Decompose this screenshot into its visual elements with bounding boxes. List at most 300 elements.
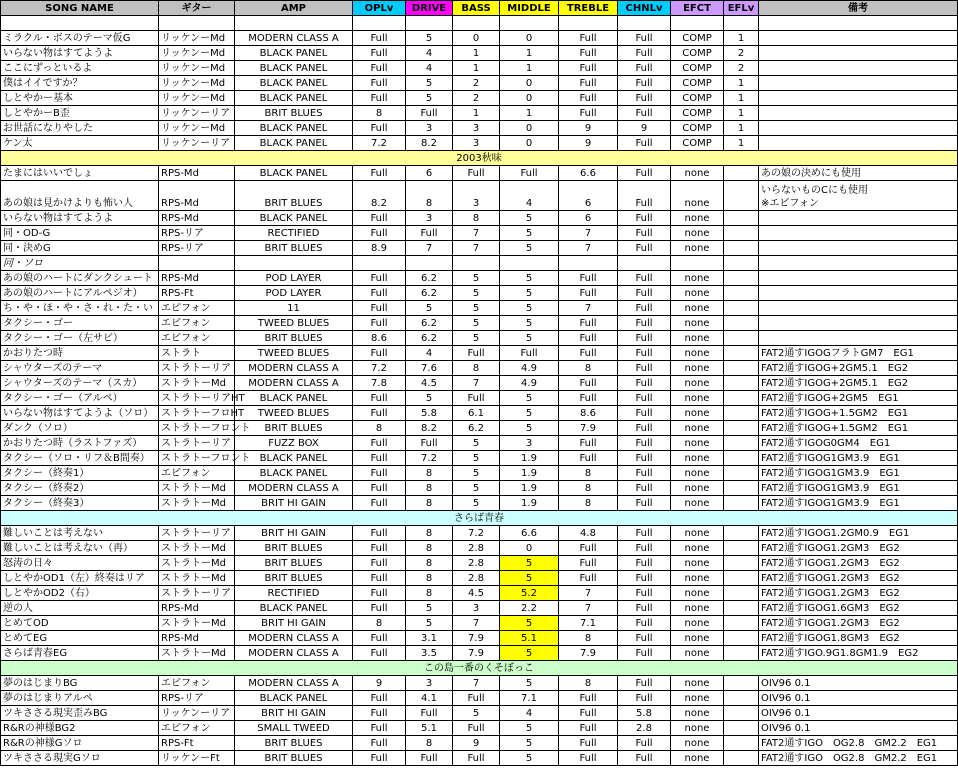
table-cell[interactable]: Full xyxy=(353,436,406,451)
table-cell[interactable] xyxy=(724,706,759,721)
table-cell[interactable]: 5.8 xyxy=(618,706,671,721)
table-cell[interactable]: BRIT BLUES xyxy=(235,181,353,211)
table-cell[interactable]: 0 xyxy=(500,31,559,46)
table-cell[interactable]: Full xyxy=(353,451,406,466)
table-cell[interactable]: 1.9 xyxy=(500,496,559,511)
table-cell[interactable]: タクシー（終奏3） xyxy=(1,496,159,511)
table-cell[interactable]: ストラトーフロント xyxy=(159,451,235,466)
table-cell[interactable]: タクシー（終奏1） xyxy=(1,466,159,481)
table-cell[interactable]: none xyxy=(671,406,724,421)
table-cell[interactable]: Full xyxy=(453,751,500,766)
table-cell[interactable]: Full xyxy=(353,226,406,241)
table-cell[interactable]: Full xyxy=(559,691,618,706)
table-cell[interactable]: リッケンーMd xyxy=(159,46,235,61)
table-cell[interactable]: Full xyxy=(559,316,618,331)
table-cell[interactable] xyxy=(724,286,759,301)
table-cell[interactable]: Full xyxy=(453,391,500,406)
table-cell[interactable]: BLACK PANEL xyxy=(235,91,353,106)
table-cell[interactable]: RPS-Md xyxy=(159,211,235,226)
table-cell[interactable]: エピフォン xyxy=(159,316,235,331)
table-cell[interactable]: RPS-リア xyxy=(159,226,235,241)
table-cell[interactable]: Full xyxy=(618,31,671,46)
table-cell[interactable]: 3.1 xyxy=(406,631,453,646)
table-cell[interactable]: BRIT BLUES xyxy=(235,331,353,346)
table-cell[interactable]: あの娘のハートにアルペジオ） xyxy=(1,286,159,301)
table-cell[interactable]: Full xyxy=(353,76,406,91)
table-cell[interactable]: Full xyxy=(406,106,453,121)
table-cell[interactable]: COMP xyxy=(671,106,724,121)
table-cell[interactable]: ち・や・ほ・や・さ・れ・た・い xyxy=(1,301,159,316)
table-cell[interactable]: 5 xyxy=(500,211,559,226)
table-cell[interactable]: 5.1 xyxy=(406,721,453,736)
table-cell[interactable]: ストラト xyxy=(159,346,235,361)
table-cell[interactable] xyxy=(724,676,759,691)
table-cell[interactable]: 4.9 xyxy=(500,376,559,391)
table-cell[interactable]: BRIT BLUES xyxy=(235,751,353,766)
table-cell[interactable]: Full xyxy=(559,721,618,736)
table-cell[interactable]: Full xyxy=(618,376,671,391)
table-cell[interactable]: none xyxy=(671,526,724,541)
table-cell[interactable]: 5 xyxy=(500,226,559,241)
table-cell[interactable]: 7.2 xyxy=(406,451,453,466)
table-cell[interactable]: SMALL TWEED xyxy=(235,721,353,736)
table-cell[interactable]: 5 xyxy=(500,301,559,316)
table-cell[interactable] xyxy=(724,586,759,601)
table-cell[interactable]: FAT2通すIGOG+2GM5.1 EG2 xyxy=(759,361,958,376)
table-cell[interactable]: none xyxy=(671,181,724,211)
table-cell[interactable]: 1 xyxy=(500,61,559,76)
table-cell[interactable]: Full xyxy=(559,346,618,361)
table-cell[interactable]: 6.2 xyxy=(406,331,453,346)
table-cell[interactable]: Full xyxy=(618,391,671,406)
table-cell[interactable]: POD LAYER xyxy=(235,286,353,301)
table-cell[interactable]: Full xyxy=(559,331,618,346)
table-cell[interactable]: Full xyxy=(559,556,618,571)
table-cell[interactable]: Full xyxy=(618,676,671,691)
table-cell[interactable]: Full xyxy=(618,586,671,601)
column-header[interactable]: 備考 xyxy=(759,1,958,16)
table-cell[interactable]: 5 xyxy=(453,331,500,346)
table-cell[interactable]: ストラトーMd xyxy=(159,556,235,571)
table-cell[interactable]: Full xyxy=(406,436,453,451)
table-cell[interactable]: Full xyxy=(618,361,671,376)
table-cell[interactable]: 1 xyxy=(724,136,759,151)
table-cell[interactable]: 5.2 xyxy=(500,586,559,601)
table-cell[interactable]: MODERN CLASS A xyxy=(235,31,353,46)
table-cell[interactable] xyxy=(759,91,958,106)
table-cell[interactable]: FAT2通すIGOG+2GM5 EG1 xyxy=(759,391,958,406)
table-cell[interactable]: 5 xyxy=(500,571,559,586)
table-cell[interactable]: none xyxy=(671,271,724,286)
table-cell[interactable]: 6.2 xyxy=(453,421,500,436)
table-cell[interactable] xyxy=(1,16,159,31)
table-cell[interactable]: Full xyxy=(353,541,406,556)
table-cell[interactable]: 怒涛の日々 xyxy=(1,556,159,571)
table-cell[interactable]: none xyxy=(671,451,724,466)
table-cell[interactable] xyxy=(724,346,759,361)
table-cell[interactable] xyxy=(559,16,618,31)
table-cell[interactable]: TWEED BLUES xyxy=(235,406,353,421)
table-cell[interactable]: ストラトーリア xyxy=(159,526,235,541)
table-cell[interactable] xyxy=(406,16,453,31)
table-cell[interactable]: Full xyxy=(618,286,671,301)
table-cell[interactable]: MODERN CLASS A xyxy=(235,361,353,376)
table-cell[interactable] xyxy=(235,256,353,271)
table-cell[interactable]: none xyxy=(671,736,724,751)
table-cell[interactable] xyxy=(724,256,759,271)
table-cell[interactable]: 5 xyxy=(500,751,559,766)
table-cell[interactable]: 8 xyxy=(406,181,453,211)
table-cell[interactable]: BLACK PANEL xyxy=(235,451,353,466)
table-cell[interactable]: 6.2 xyxy=(406,316,453,331)
section-label[interactable]: さらば青春 xyxy=(1,511,958,526)
table-cell[interactable]: 5 xyxy=(500,616,559,631)
table-cell[interactable]: Full xyxy=(559,61,618,76)
table-cell[interactable]: RECTIFIED xyxy=(235,586,353,601)
table-cell[interactable]: 7.9 xyxy=(559,646,618,661)
table-cell[interactable]: 4.5 xyxy=(406,376,453,391)
table-cell[interactable]: none xyxy=(671,541,724,556)
table-cell[interactable]: Full xyxy=(559,106,618,121)
table-cell[interactable]: 4 xyxy=(406,346,453,361)
table-cell[interactable]: リッケンーMd xyxy=(159,91,235,106)
table-cell[interactable]: Full xyxy=(353,31,406,46)
table-cell[interactable]: BRIT HI GAIN xyxy=(235,616,353,631)
table-cell[interactable]: 7 xyxy=(559,226,618,241)
table-cell[interactable]: RPS-Md xyxy=(159,271,235,286)
table-cell[interactable]: Full xyxy=(353,406,406,421)
table-cell[interactable] xyxy=(759,271,958,286)
table-cell[interactable]: 1.9 xyxy=(500,481,559,496)
table-cell[interactable]: Full xyxy=(618,301,671,316)
table-cell[interactable]: Full xyxy=(353,91,406,106)
column-header[interactable]: SONG NAME xyxy=(1,1,159,16)
table-cell[interactable]: Full xyxy=(353,706,406,721)
table-cell[interactable]: OIV96 0.1 xyxy=(759,721,958,736)
table-cell[interactable]: Full xyxy=(618,226,671,241)
table-cell[interactable]: Full xyxy=(453,721,500,736)
table-cell[interactable]: 2 xyxy=(453,76,500,91)
table-cell[interactable] xyxy=(724,421,759,436)
table-cell[interactable]: RPS-Md xyxy=(159,166,235,181)
table-cell[interactable]: Full xyxy=(353,481,406,496)
table-cell[interactable]: Full xyxy=(559,571,618,586)
table-cell[interactable]: 4.5 xyxy=(453,586,500,601)
table-cell[interactable]: リッケンーMd xyxy=(159,121,235,136)
table-cell[interactable]: 6.6 xyxy=(559,166,618,181)
table-cell[interactable]: Full xyxy=(559,91,618,106)
table-cell[interactable]: 3 xyxy=(453,121,500,136)
table-cell[interactable]: ストラトーMd xyxy=(159,616,235,631)
table-cell[interactable]: Full xyxy=(353,166,406,181)
table-cell[interactable]: 逆の人 xyxy=(1,601,159,616)
table-cell[interactable]: 5 xyxy=(453,481,500,496)
table-cell[interactable]: 1 xyxy=(500,46,559,61)
table-cell[interactable]: いらない物はすてようよ xyxy=(1,46,159,61)
table-cell[interactable]: 難しいことは考えない xyxy=(1,526,159,541)
column-header[interactable]: BASS xyxy=(453,1,500,16)
table-cell[interactable]: none xyxy=(671,556,724,571)
table-cell[interactable]: Full xyxy=(353,496,406,511)
table-cell[interactable]: none xyxy=(671,391,724,406)
table-cell[interactable]: 5 xyxy=(500,646,559,661)
table-cell[interactable]: Full xyxy=(353,691,406,706)
table-cell[interactable]: エピフォン xyxy=(159,676,235,691)
table-cell[interactable]: Full xyxy=(559,751,618,766)
table-cell[interactable]: RECTIFIED xyxy=(235,226,353,241)
table-cell[interactable]: Full xyxy=(453,346,500,361)
table-cell[interactable]: FAT2通すIGOG1.2GM3 EG2 xyxy=(759,616,958,631)
table-cell[interactable] xyxy=(235,16,353,31)
table-cell[interactable]: Full xyxy=(559,286,618,301)
table-cell[interactable]: Full xyxy=(559,31,618,46)
table-cell[interactable]: FAT2通すIGOG0GM4 EG1 xyxy=(759,436,958,451)
table-cell[interactable]: シャウターズのテーマ（スカ） xyxy=(1,376,159,391)
table-cell[interactable]: 9 xyxy=(618,121,671,136)
table-cell[interactable]: RPS-リア xyxy=(159,241,235,256)
table-cell[interactable] xyxy=(724,16,759,31)
table-cell[interactable]: COMP xyxy=(671,136,724,151)
table-cell[interactable]: 3 xyxy=(453,181,500,211)
table-cell[interactable]: 4.8 xyxy=(559,526,618,541)
table-cell[interactable]: Full xyxy=(353,61,406,76)
table-cell[interactable]: FAT2通すIGOG1.2GM3 EG2 xyxy=(759,541,958,556)
column-header[interactable]: EFLv xyxy=(724,1,759,16)
table-cell[interactable]: 4 xyxy=(406,61,453,76)
table-cell[interactable]: 11 xyxy=(235,301,353,316)
table-cell[interactable]: ここにずっといるよ xyxy=(1,61,159,76)
table-cell[interactable]: 9 xyxy=(453,736,500,751)
table-cell[interactable]: ストラトーMd xyxy=(159,571,235,586)
table-cell[interactable]: FAT2通すIGOG+1.5GM2 EG1 xyxy=(759,421,958,436)
table-cell[interactable]: 8 xyxy=(406,526,453,541)
table-cell[interactable]: Full xyxy=(353,556,406,571)
table-cell[interactable]: 4.1 xyxy=(406,691,453,706)
table-cell[interactable]: 7 xyxy=(453,376,500,391)
table-cell[interactable]: none xyxy=(671,631,724,646)
table-cell[interactable]: 0 xyxy=(500,136,559,151)
table-cell[interactable]: Full xyxy=(406,751,453,766)
table-cell[interactable]: 5 xyxy=(500,271,559,286)
table-cell[interactable]: BRIT BLUES xyxy=(235,421,353,436)
table-cell[interactable] xyxy=(724,721,759,736)
table-cell[interactable] xyxy=(406,256,453,271)
table-cell[interactable]: タクシー（終奏2） xyxy=(1,481,159,496)
table-cell[interactable]: FAT2通すIGO.9G1.8GM1.9 EG2 xyxy=(759,646,958,661)
table-cell[interactable]: Full xyxy=(618,526,671,541)
table-cell[interactable]: 2.8 xyxy=(453,556,500,571)
table-cell[interactable]: 5 xyxy=(500,286,559,301)
table-cell[interactable]: 難しいことは考えない（再） xyxy=(1,541,159,556)
table-cell[interactable]: Full xyxy=(353,46,406,61)
table-cell[interactable]: 7 xyxy=(559,601,618,616)
table-cell[interactable]: エピフォン xyxy=(159,721,235,736)
table-cell[interactable]: BLACK PANEL xyxy=(235,466,353,481)
table-cell[interactable]: none xyxy=(671,586,724,601)
table-cell[interactable]: エピフォン xyxy=(159,466,235,481)
table-cell[interactable]: Full xyxy=(618,421,671,436)
table-cell[interactable]: none xyxy=(671,616,724,631)
table-cell[interactable] xyxy=(724,631,759,646)
table-cell[interactable]: FAT2通すIGOG1GM3.9 EG1 xyxy=(759,451,958,466)
table-cell[interactable]: 1 xyxy=(500,106,559,121)
table-cell[interactable]: 6 xyxy=(559,211,618,226)
table-cell[interactable]: ストラトーMd xyxy=(159,481,235,496)
table-cell[interactable]: none xyxy=(671,481,724,496)
table-cell[interactable]: Full xyxy=(453,166,500,181)
table-cell[interactable]: RPS-リア xyxy=(159,691,235,706)
table-cell[interactable]: 8.2 xyxy=(353,181,406,211)
table-cell[interactable]: 9 xyxy=(559,136,618,151)
table-cell[interactable]: Full xyxy=(406,226,453,241)
table-cell[interactable]: none xyxy=(671,376,724,391)
table-cell[interactable]: 8 xyxy=(559,631,618,646)
table-cell[interactable]: Full xyxy=(353,346,406,361)
table-cell[interactable]: Full xyxy=(353,751,406,766)
table-cell[interactable]: 5 xyxy=(453,286,500,301)
table-cell[interactable]: none xyxy=(671,676,724,691)
table-cell[interactable]: 1 xyxy=(724,76,759,91)
table-cell[interactable]: 8.9 xyxy=(353,241,406,256)
table-cell[interactable] xyxy=(671,256,724,271)
table-cell[interactable]: BRIT HI GAIN xyxy=(235,496,353,511)
table-cell[interactable]: none xyxy=(671,706,724,721)
table-cell[interactable]: Full xyxy=(353,301,406,316)
table-cell[interactable]: FAT2通すIGO OG2.8 GM2.2 EG1 xyxy=(759,736,958,751)
table-cell[interactable]: none xyxy=(671,346,724,361)
table-cell[interactable]: 8 xyxy=(406,586,453,601)
table-cell[interactable]: とめてOD xyxy=(1,616,159,631)
table-cell[interactable]: 7 xyxy=(453,616,500,631)
table-cell[interactable]: 同・OD-G xyxy=(1,226,159,241)
table-cell[interactable]: RPS-Ft xyxy=(159,736,235,751)
table-cell[interactable] xyxy=(724,316,759,331)
table-cell[interactable] xyxy=(724,571,759,586)
table-cell[interactable]: BLACK PANEL xyxy=(235,391,353,406)
table-cell[interactable]: 2 xyxy=(453,91,500,106)
column-header[interactable]: OPLv xyxy=(353,1,406,16)
table-cell[interactable]: 1 xyxy=(724,31,759,46)
table-cell[interactable]: Full xyxy=(618,271,671,286)
table-cell[interactable]: 8 xyxy=(353,421,406,436)
table-cell[interactable]: 5 xyxy=(500,316,559,331)
table-cell[interactable]: BLACK PANEL xyxy=(235,691,353,706)
table-cell[interactable]: RPS-Md xyxy=(159,601,235,616)
table-cell[interactable] xyxy=(759,76,958,91)
table-cell[interactable]: 4 xyxy=(500,706,559,721)
table-cell[interactable]: 5 xyxy=(406,91,453,106)
table-cell[interactable]: 5 xyxy=(406,31,453,46)
table-cell[interactable]: Full xyxy=(618,91,671,106)
table-cell[interactable]: ストラトーMd xyxy=(159,376,235,391)
section-label[interactable]: この島一番のくそぼっこ xyxy=(1,661,958,676)
table-cell[interactable]: RPS-Md xyxy=(159,631,235,646)
table-cell[interactable] xyxy=(759,121,958,136)
table-cell[interactable]: あの娘の決めにも使用 xyxy=(759,166,958,181)
table-cell[interactable]: かおりたつ時（ラストファズ） xyxy=(1,436,159,451)
table-cell[interactable]: 同・決めG xyxy=(1,241,159,256)
table-cell[interactable]: 7.2 xyxy=(353,136,406,151)
table-cell[interactable]: 8 xyxy=(353,616,406,631)
table-cell[interactable]: MODERN CLASS A xyxy=(235,646,353,661)
table-cell[interactable]: 3.5 xyxy=(406,646,453,661)
table-cell[interactable] xyxy=(724,166,759,181)
table-cell[interactable]: しとやかOD2（右） xyxy=(1,586,159,601)
table-cell[interactable]: 3 xyxy=(500,436,559,451)
table-cell[interactable]: しとやかー基本 xyxy=(1,91,159,106)
table-cell[interactable]: 8 xyxy=(559,361,618,376)
table-cell[interactable]: Full xyxy=(353,286,406,301)
table-cell[interactable]: FAT2通すIGOG1GM3.9 EG1 xyxy=(759,481,958,496)
table-cell[interactable]: 3 xyxy=(453,136,500,151)
table-cell[interactable]: Full xyxy=(618,166,671,181)
table-cell[interactable]: Full xyxy=(559,736,618,751)
table-cell[interactable]: 7.2 xyxy=(453,526,500,541)
table-cell[interactable]: none xyxy=(671,331,724,346)
table-cell[interactable] xyxy=(453,16,500,31)
table-cell[interactable]: Full xyxy=(406,706,453,721)
table-cell[interactable]: COMP xyxy=(671,46,724,61)
table-cell[interactable]: BLACK PANEL xyxy=(235,601,353,616)
table-cell[interactable]: たまにはいいでしょ xyxy=(1,166,159,181)
table-cell[interactable]: 5 xyxy=(406,601,453,616)
table-cell[interactable]: none xyxy=(671,301,724,316)
table-cell[interactable]: 5 xyxy=(406,301,453,316)
table-cell[interactable]: ツキささる現実Gソロ xyxy=(1,751,159,766)
table-cell[interactable]: Full xyxy=(353,736,406,751)
table-cell[interactable]: FAT2通すIGOG+2GM5.1 EG2 xyxy=(759,376,958,391)
table-cell[interactable] xyxy=(724,391,759,406)
table-cell[interactable]: Full xyxy=(618,106,671,121)
table-cell[interactable]: 0 xyxy=(500,541,559,556)
table-cell[interactable]: 2.8 xyxy=(618,721,671,736)
table-cell[interactable]: ダンク（ソロ） xyxy=(1,421,159,436)
table-cell[interactable]: いらない物はすてようよ（ソロ） xyxy=(1,406,159,421)
table-cell[interactable] xyxy=(500,256,559,271)
table-cell[interactable]: none xyxy=(671,211,724,226)
table-cell[interactable]: FAT2通すIGOG1GM3.9 EG1 xyxy=(759,466,958,481)
table-cell[interactable]: BRIT BLUES xyxy=(235,541,353,556)
table-cell[interactable]: 8.2 xyxy=(406,421,453,436)
table-cell[interactable]: 5 xyxy=(500,721,559,736)
table-cell[interactable]: 3 xyxy=(406,211,453,226)
table-cell[interactable]: ストラトーリア xyxy=(159,361,235,376)
table-cell[interactable]: 同・ソロ xyxy=(1,256,159,271)
table-cell[interactable]: リッケンーFt xyxy=(159,751,235,766)
table-cell[interactable]: 4.9 xyxy=(500,361,559,376)
table-cell[interactable] xyxy=(724,736,759,751)
table-cell[interactable]: 5 xyxy=(500,406,559,421)
table-cell[interactable]: いらないものCにも使用 ※エピフォン xyxy=(759,181,958,211)
table-cell[interactable]: none xyxy=(671,691,724,706)
table-cell[interactable]: 7.1 xyxy=(559,616,618,631)
table-cell[interactable]: 7.2 xyxy=(353,361,406,376)
table-cell[interactable]: ストラトーフロント xyxy=(159,421,235,436)
table-cell[interactable]: リッケンーリア xyxy=(159,706,235,721)
table-cell[interactable]: 8 xyxy=(406,736,453,751)
table-cell[interactable]: お世話になりやした xyxy=(1,121,159,136)
table-cell[interactable]: 5 xyxy=(500,676,559,691)
table-cell[interactable] xyxy=(724,646,759,661)
table-cell[interactable]: 8 xyxy=(559,481,618,496)
table-cell[interactable]: Full xyxy=(618,436,671,451)
table-cell[interactable] xyxy=(759,31,958,46)
table-cell[interactable]: リッケンーMd xyxy=(159,31,235,46)
table-cell[interactable]: 5 xyxy=(453,451,500,466)
table-cell[interactable] xyxy=(724,331,759,346)
table-cell[interactable]: Full xyxy=(618,556,671,571)
table-cell[interactable]: エピフォン xyxy=(159,301,235,316)
